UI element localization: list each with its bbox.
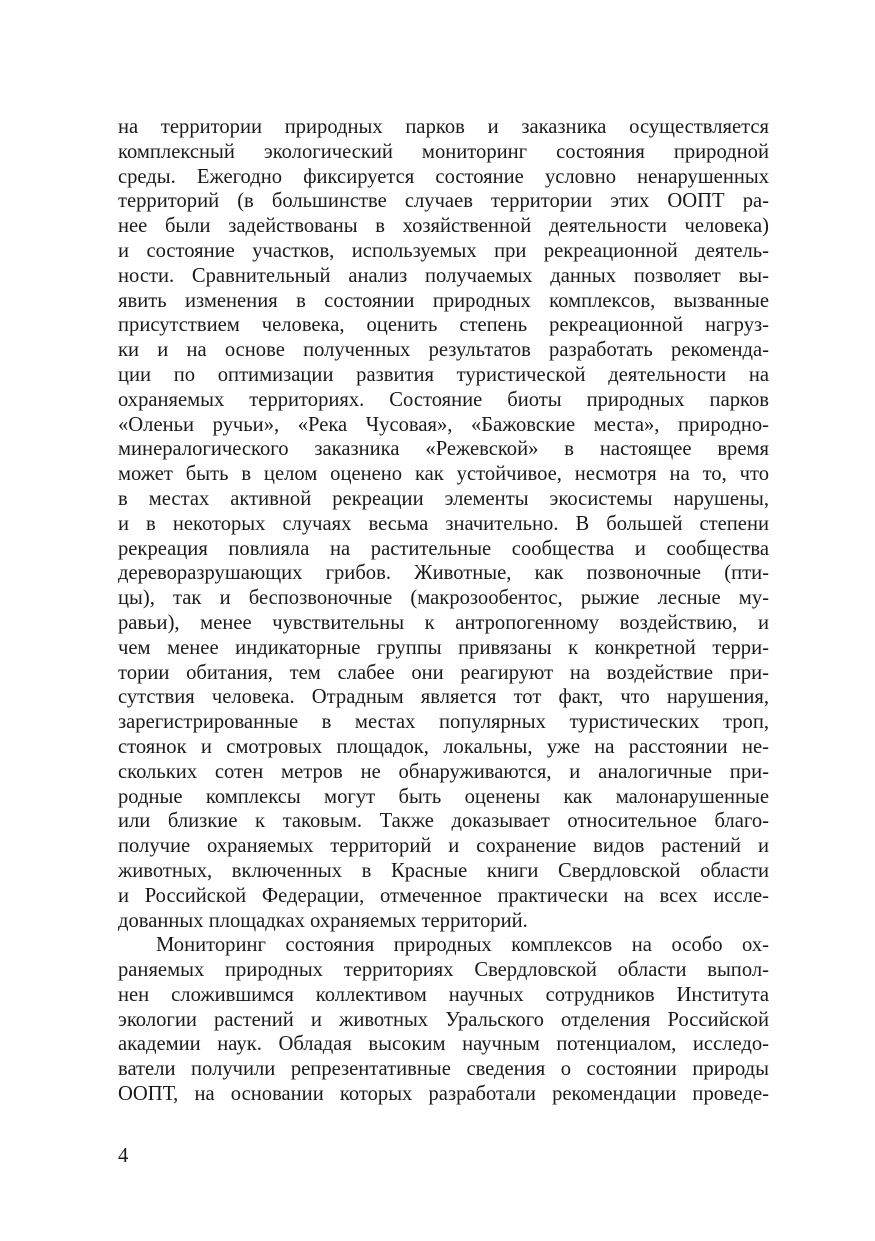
text-line: академии наук. Обладая высоким научным потенциалом, исследо- <box>118 1033 769 1056</box>
text-line: получие охраняемых территорий и сохранение видов растений и <box>118 835 769 858</box>
text-line: тории обитания, тем слабее они реагируют на воздействие при- <box>118 661 769 684</box>
paragraph-1 <box>118 115 769 933</box>
text-line: рекреация повлияла на растительные сообщества и сообщества <box>118 537 769 560</box>
text-line: охраняемых территориях. Состояние биоты природных парков <box>118 388 769 411</box>
text-line: в местах активной рекреации элементы экосистемы нарушены, <box>118 487 769 510</box>
text-line: явить изменения в состоянии природных комплексов, вызванные <box>118 289 769 312</box>
text-line: и состояние участков, используемых при рекреационной деятель- <box>118 239 769 262</box>
text-line: нен сложившимся коллективом научных сотрудников Института <box>118 983 769 1006</box>
text-line: и Российской Федерации, отмеченное практически на всех иссле- <box>118 884 769 907</box>
text-line: на территории природных парков и заказника осуществляется <box>118 116 769 138</box>
text-line: зарегистрированные в местах популярных туристических троп, <box>118 711 769 734</box>
text-line: чем менее индикаторные группы привязаны к конкретной терри- <box>118 636 769 659</box>
text-line: дованных площадках охраняемых территорий. <box>118 909 528 932</box>
text-line: и в некоторых случаях весьма значительно. В большей степени <box>118 512 769 535</box>
text-line: территорий (в большинстве случаев территории этих ООПТ ра- <box>118 190 769 213</box>
text-line: стоянок и смотровых площадок, локальны, уже на расстоянии не- <box>118 735 769 758</box>
text-line: или близкие к таковым. Также доказывает относительное благо- <box>118 810 769 833</box>
text-line: «Оленьи ручьи», «Река Чусовая», «Бажовские места», природно- <box>118 413 769 436</box>
text-line: комплексный экологический мониторинг состояния природной <box>118 140 769 163</box>
text-line: ности. Сравнительный анализ получаемых данных позволяет вы- <box>118 264 769 287</box>
text-line: среды. Ежегодно фиксируется состояние условно ненарушенных <box>118 165 769 188</box>
text-line: ватели получили репрезентативные сведения о состоянии природы <box>118 1058 769 1081</box>
text-line: раняемых природных территориях Свердловской области выпол- <box>118 959 769 982</box>
text-line: ции по оптимизации развития туристической деятельности на <box>118 363 769 386</box>
text-line: нее были задействованы в хозяйственной деятельности человека) <box>118 215 769 238</box>
text-line: Мониторинг состояния природных комплексов на особо ох- <box>156 934 769 957</box>
body-text <box>118 115 769 1107</box>
text-line: минералогического заказника «Режевской» в настоящее время <box>118 438 769 461</box>
text-line: сутствия человека. Отрадным является тот факт, что нарушения, <box>118 686 769 709</box>
text-line: цы), так и беспозвоночные (макрозообентос, рыжие лесные му- <box>118 587 769 610</box>
page-number: 4 <box>118 1145 129 1167</box>
text-line: экологии растений и животных Уральского отделения Российской <box>118 1008 769 1031</box>
text-line: дереворазрушающих грибов. Животные, как позвоночные (пти- <box>118 562 769 585</box>
text-line: присутствием человека, оценить степень рекреационной нагруз- <box>118 314 769 337</box>
text-line: может быть в целом оценено как устойчивое, несмотря на то, что <box>118 463 769 486</box>
text-line: ки и на основе полученных результатов разработать рекоменда- <box>118 339 769 362</box>
text-line: равьи), менее чувствительны к антропогенному воздействию, и <box>118 611 769 634</box>
text-line: скольких сотен метров не обнаруживаются, и аналогичные при- <box>118 760 769 783</box>
text-line: родные комплексы могут быть оценены как малонарушенные <box>118 785 769 808</box>
text-line: животных, включенных в Красные книги Свердловской области <box>118 859 769 882</box>
text-line: ООПТ, на основании которых разработали рекомендации проведе- <box>118 1083 769 1106</box>
paragraph-2 <box>118 933 769 1107</box>
